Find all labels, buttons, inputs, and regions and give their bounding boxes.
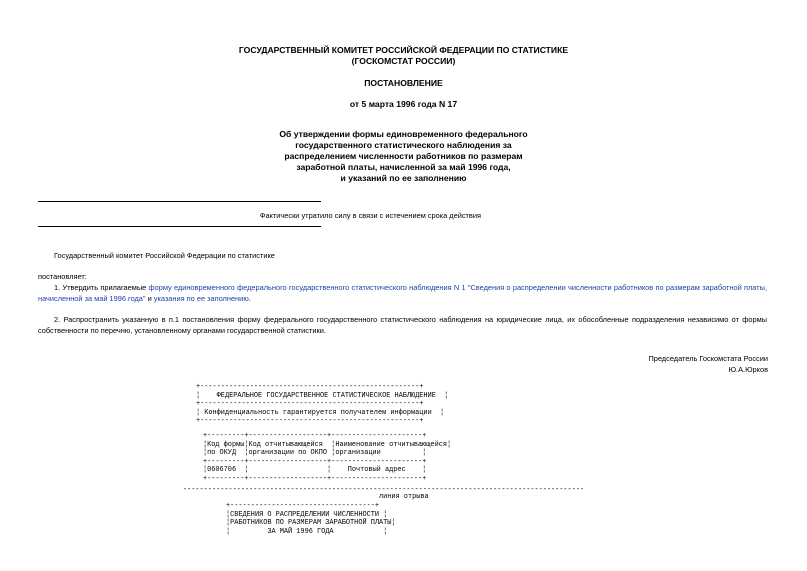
title-line: заработной платы, начисленной за май 1996 года,: [296, 162, 511, 172]
status-note: Фактически утратило силу в связи с истечением срока действия: [259, 211, 481, 220]
cut-line-label: линия отрыва: [379, 493, 429, 501]
form-box-line: ¦СВЕДЕНИЯ О РАСПРЕДЕЛЕНИИ ЧИСЛЕННОСТИ ¦: [226, 510, 388, 519]
form-box-line: ¦по ОКУД ¦организации по ОКПО ¦организации ¦: [203, 449, 427, 457]
divider-bottom: [38, 226, 321, 227]
form-box-line: ¦ ФЕДЕРАЛЬНОЕ ГОСУДАРСТВЕННОЕ СТАТИСТИЧЕСКОЕ НАБЛЮДЕНИЕ ¦: [196, 391, 449, 400]
form-box-line: ¦Код формы¦Код отчитывающейся ¦Наименование отчитывающейся¦: [203, 440, 452, 449]
issuer-line: Государственный комитет Российской Федерации по статистике: [54, 251, 275, 260]
signature-name: Ю.А.Юрков: [728, 365, 768, 374]
title-line: и указаний по ее заполнению: [340, 173, 467, 183]
agency-abbrev: (ГОСКОМСТАТ РОССИИ): [351, 56, 456, 66]
form-title-box: [226, 502, 396, 536]
form-box-line: ¦0606706 ¦ ¦ Почтовый адрес ¦: [203, 466, 427, 474]
decree-word: постановляет:: [38, 272, 87, 281]
form-link[interactable]: форму единовременного федерального государственного статистического наблюдения N 1 "Сведения о распределении численности работников по размерам заработной платы, начисленной за май 1996 года": [38, 283, 768, 303]
form-box-line: ¦ Конфиденциальность гарантируется получателем информации ¦: [196, 408, 445, 417]
title-line: государственного статистического наблюдения за: [295, 140, 512, 150]
document-title: [0, 129, 807, 184]
document-type: ПОСТАНОВЛЕНИЕ: [364, 78, 443, 88]
form-box-line: +---------+-------------------+----------------------+: [203, 474, 427, 483]
signature-position: Председатель Госкомстата России: [648, 354, 768, 363]
form-box-line: +-----------------------------------------------------+: [196, 417, 424, 425]
form-box-line: ¦ ЗА МАЙ 1996 ГОДА ¦: [226, 527, 388, 536]
form-codes-box: [203, 432, 451, 483]
item-1-prefix: 1. Утвердить прилагаемые: [54, 283, 149, 292]
instructions-link[interactable]: указания по ее заполнению: [153, 294, 249, 303]
document-date: от 5 марта 1996 года N 17: [349, 99, 458, 109]
form-box-line: +-----------------------------------+: [226, 502, 379, 510]
form-box-line: ¦РАБОТНИКОВ ПО РАЗМЕРАМ ЗАРАБОТНОЙ ПЛАТЫ¦: [226, 519, 396, 527]
item-1-end: .: [248, 294, 251, 303]
item-1-mid: и: [145, 294, 154, 303]
agency-name: ГОСУДАРСТВЕННЫЙ КОМИТЕТ РОССИЙСКОЙ ФЕДЕРАЦИИ ПО СТАТИСТИКЕ: [238, 45, 569, 55]
divider-top: [38, 201, 321, 202]
form-header-box: [196, 383, 448, 426]
cut-line: -------------------------------------------------------------------------------------------------: [183, 486, 585, 494]
item-1: [38, 282, 767, 304]
form-box-line: +---------+-------------------+----------------------+: [203, 457, 427, 466]
form-box-line: +-----------------------------------------------------+: [196, 383, 424, 391]
item-2: 2. Распространить указанную в п.1 постановления форму федерального государственного статистического наблюдения на юридические лица, их обособленные подразделения независимо от формы собственности по перечню, установленному органами государственной статистики.: [38, 315, 767, 335]
title-line: распределением численности работников по размерам: [284, 151, 523, 161]
form-box-line: +-----------------------------------------------------+: [196, 400, 424, 408]
form-box-line: +---------+-------------------+----------------------+: [203, 432, 427, 440]
title-line: Об утверждении формы единовременного федерального: [279, 129, 528, 139]
